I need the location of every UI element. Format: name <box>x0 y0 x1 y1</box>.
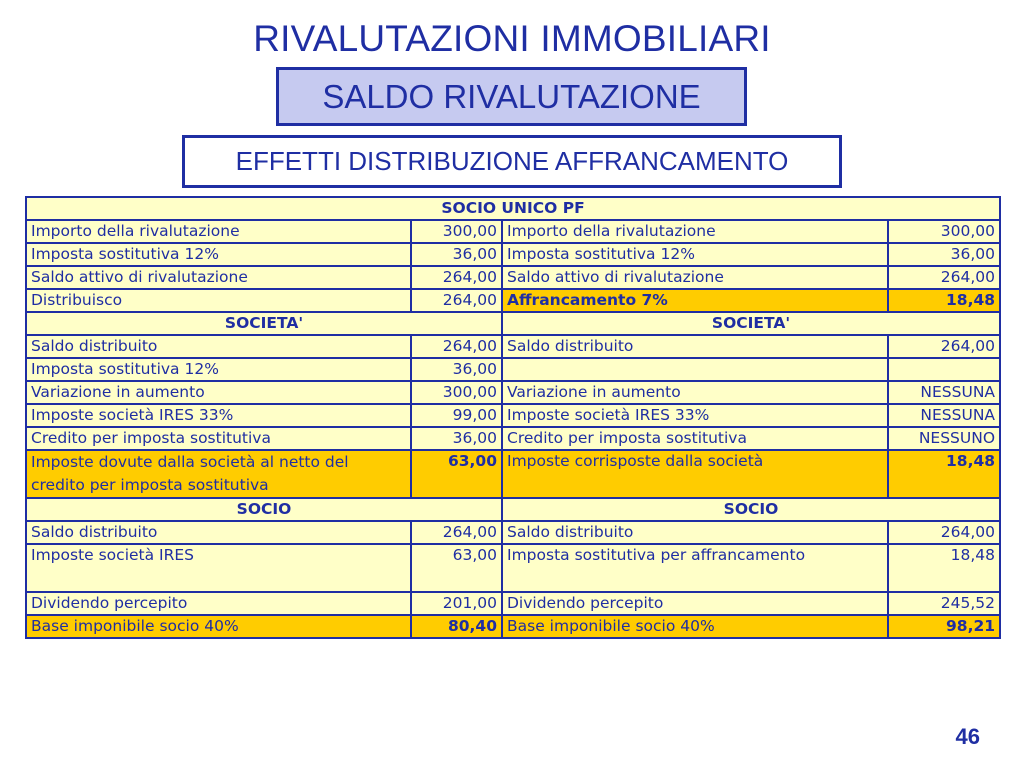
base-imponibile-label: Base imponibile socio 40% <box>502 615 888 638</box>
row-value: 264,00 <box>888 335 1000 358</box>
row-label: Saldo attivo di rivalutazione <box>502 266 888 289</box>
row-value: NESSUNA <box>888 381 1000 404</box>
societa-header-row <box>26 312 1000 335</box>
table-row <box>26 381 1000 404</box>
row-value: NESSUNA <box>888 404 1000 427</box>
affrancamento-label: Affrancamento 7% <box>502 289 888 312</box>
table-row <box>26 243 1000 266</box>
row-label: Saldo distribuito <box>502 335 888 358</box>
row-value: 264,00 <box>411 289 502 312</box>
row-value: NESSUNO <box>888 427 1000 450</box>
table-row <box>26 592 1000 615</box>
row-value: 36,00 <box>411 427 502 450</box>
socio-unico-header: SOCIO UNICO PF <box>26 197 1000 220</box>
row-value: 36,00 <box>411 243 502 266</box>
row-label: Importo della rivalutazione <box>502 220 888 243</box>
row-value: 99,00 <box>411 404 502 427</box>
table-row <box>26 220 1000 243</box>
row-value: 201,00 <box>411 592 502 615</box>
subtitle-box: SALDO RIVALUTAZIONE <box>276 67 747 126</box>
row-label: Imposte società IRES 33% <box>502 404 888 427</box>
table-row <box>26 404 1000 427</box>
table-row <box>26 615 1000 638</box>
table-header-row <box>26 197 1000 220</box>
socio-header-left: SOCIO <box>26 498 502 521</box>
imposte-corrisposte-label: Imposte corrisposte dalla società <box>502 450 888 498</box>
table-row <box>26 427 1000 450</box>
row-label: Imposta sostitutiva 12% <box>26 243 411 266</box>
row-value <box>888 358 1000 381</box>
table-row <box>26 358 1000 381</box>
row-value: 245,52 <box>888 592 1000 615</box>
table-row <box>26 335 1000 358</box>
row-label: Distribuisco <box>26 289 411 312</box>
row-value: 36,00 <box>888 243 1000 266</box>
base-imponibile-value: 80,40 <box>411 615 502 638</box>
base-imponibile-value: 98,21 <box>888 615 1000 638</box>
row-label: Variazione in aumento <box>26 381 411 404</box>
affrancamento-value: 18,48 <box>888 289 1000 312</box>
societa-header-left: SOCIETA' <box>26 312 502 335</box>
table-row <box>26 521 1000 544</box>
row-label: Dividendo percepito <box>502 592 888 615</box>
imposte-dovute-label: Imposte dovute dalla società al netto del credito per imposta sostitutiva <box>26 450 411 498</box>
table-row <box>26 450 1000 498</box>
row-label <box>502 358 888 381</box>
table-row <box>26 544 1000 592</box>
row-label: Saldo distribuito <box>26 521 411 544</box>
row-value: 18,48 <box>888 544 1000 592</box>
row-value: 264,00 <box>411 521 502 544</box>
row-label: Saldo distribuito <box>502 521 888 544</box>
socio-header-row <box>26 498 1000 521</box>
row-label: Variazione in aumento <box>502 381 888 404</box>
row-value: 63,00 <box>411 544 502 592</box>
row-label: Importo della rivalutazione <box>26 220 411 243</box>
page-number: 46 <box>955 724 980 749</box>
row-value: 36,00 <box>411 358 502 381</box>
row-value: 264,00 <box>888 521 1000 544</box>
row-label: Saldo attivo di rivalutazione <box>26 266 411 289</box>
row-label: Dividendo percepito <box>26 592 411 615</box>
table-row <box>26 289 1000 312</box>
affrancamento-table <box>25 196 1001 639</box>
imposte-dovute-value: 63,00 <box>411 450 502 498</box>
row-label: Imposta sostitutiva 12% <box>26 358 411 381</box>
row-value: 264,00 <box>411 335 502 358</box>
row-value: 264,00 <box>411 266 502 289</box>
row-value: 300,00 <box>411 381 502 404</box>
row-label: Imposte società IRES <box>26 544 411 592</box>
socio-header-right: SOCIO <box>502 498 1000 521</box>
row-value: 300,00 <box>411 220 502 243</box>
table-row <box>26 266 1000 289</box>
row-label: Imposta sostitutiva 12% <box>502 243 888 266</box>
imposte-corrisposte-value: 18,48 <box>888 450 1000 498</box>
section-title-box: EFFETTI DISTRIBUZIONE AFFRANCAMENTO <box>182 135 842 188</box>
base-imponibile-label: Base imponibile socio 40% <box>26 615 411 638</box>
page-title: RIVALUTAZIONI IMMOBILIARI <box>253 18 771 59</box>
row-label: Saldo distribuito <box>26 335 411 358</box>
row-value: 300,00 <box>888 220 1000 243</box>
row-label: Credito per imposta sostitutiva <box>502 427 888 450</box>
row-label: Imposte società IRES 33% <box>26 404 411 427</box>
row-label: Imposta sostitutiva per affrancamento <box>502 544 888 592</box>
societa-header-right: SOCIETA' <box>502 312 1000 335</box>
row-value: 264,00 <box>888 266 1000 289</box>
row-label: Credito per imposta sostitutiva <box>26 427 411 450</box>
